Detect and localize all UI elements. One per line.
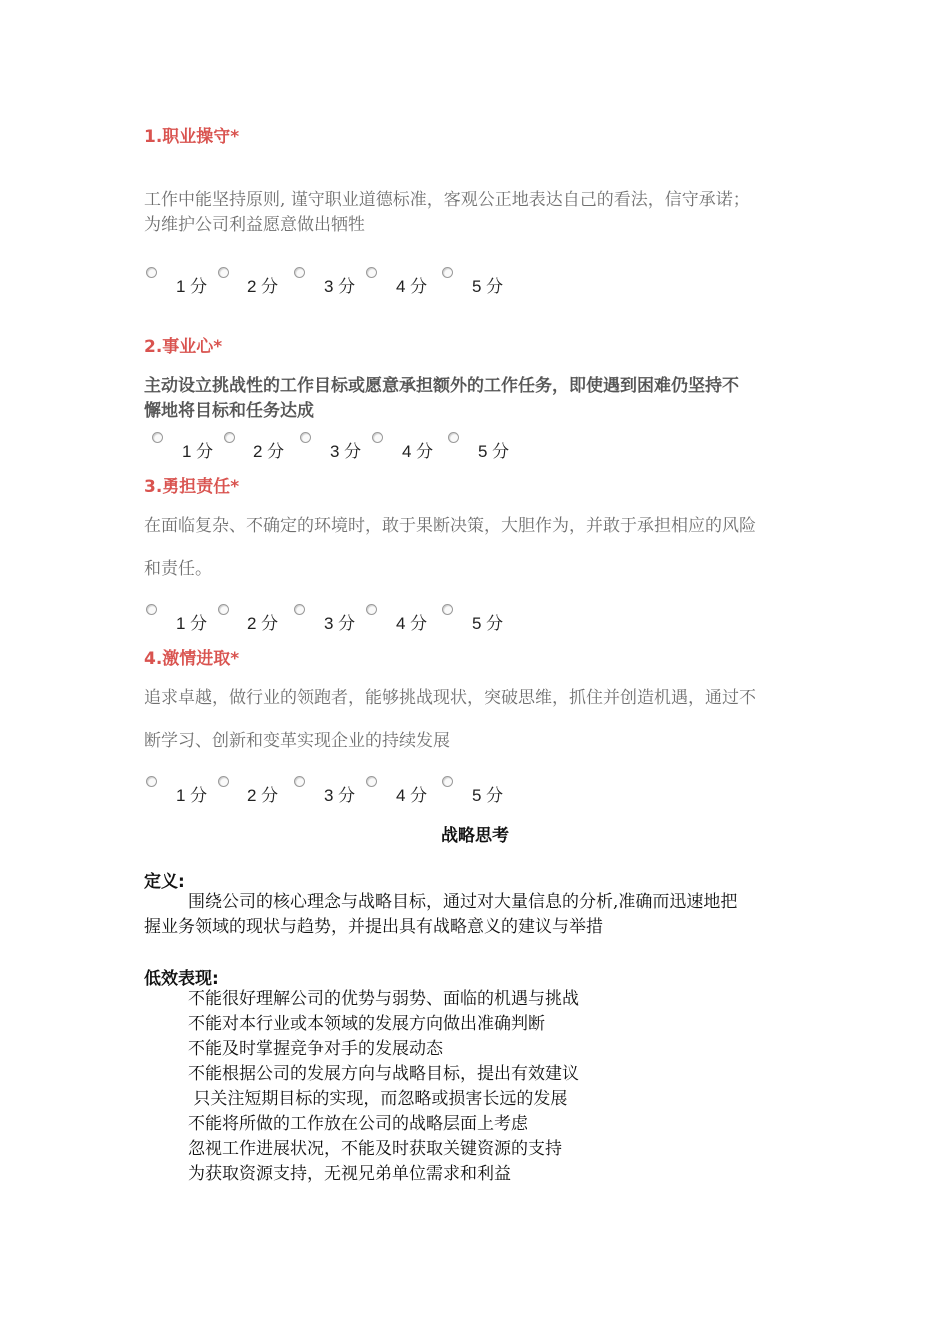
- radio-q3-4[interactable]: [366, 604, 377, 615]
- option-label: 2 分: [247, 277, 279, 296]
- low-performance-list: [188, 987, 828, 1187]
- list-item: 不能将所做的工作放在公司的战略层面上考虑: [188, 1114, 528, 1134]
- question-1-desc-line: 工作中能坚持原则, 谨守职业道德标准，客观公正地表达自己的看法，信守承诺；: [144, 190, 750, 210]
- question-4-options: [144, 773, 644, 803]
- question-4-description: [144, 687, 814, 752]
- radio-q1-4[interactable]: [366, 267, 377, 278]
- option-label: 4 分: [396, 786, 428, 805]
- option-label: 2 分: [247, 786, 279, 805]
- question-2-description: [144, 374, 814, 424]
- option-label: 5 分: [472, 786, 504, 805]
- option-label: 3 分: [330, 442, 362, 461]
- option-label: 2 分: [253, 442, 285, 461]
- list-item: 忽视工作进展状况，不能及时获取关键资源的支持: [188, 1139, 562, 1159]
- option-label: 5 分: [478, 442, 510, 461]
- radio-q2-5[interactable]: [448, 432, 459, 443]
- radio-q3-2[interactable]: [218, 604, 229, 615]
- question-4-desc-line: 断学习、创新和变革实现企业的持续发展: [144, 731, 450, 751]
- question-3-options: [144, 601, 644, 631]
- question-3-title: 3.勇担责任*: [144, 477, 240, 497]
- definition-label: 定义:: [144, 872, 185, 892]
- question-2-title: 2.事业心*: [144, 337, 223, 357]
- radio-q2-3[interactable]: [300, 432, 311, 443]
- list-item: 不能很好理解公司的优势与弱势、面临的机遇与挑战: [188, 989, 579, 1009]
- definition-line: 握业务领域的现状与趋势，并提出具有战略意义的建议与举措: [144, 917, 603, 937]
- section-title: 战略思考: [441, 826, 509, 846]
- question-1-title: 1.职业操守*: [144, 127, 240, 147]
- question-4-desc-line: 追求卓越，做行业的领跑者，能够挑战现状，突破思维，抓住并创造机遇，通过不: [144, 688, 756, 708]
- option-label: 1 分: [176, 786, 208, 805]
- option-label: 4 分: [396, 614, 428, 633]
- question-1-desc-line: 为维护公司利益愿意做出牺牲: [144, 215, 365, 235]
- definition-line: 围绕公司的核心理念与战略目标，通过对大量信息的分析,准确而迅速地把: [188, 892, 738, 912]
- radio-q2-4[interactable]: [372, 432, 383, 443]
- option-label: 4 分: [396, 277, 428, 296]
- option-label: 4 分: [402, 442, 434, 461]
- radio-q3-5[interactable]: [442, 604, 453, 615]
- option-label: 5 分: [472, 614, 504, 633]
- radio-q2-2[interactable]: [224, 432, 235, 443]
- option-label: 3 分: [324, 786, 356, 805]
- radio-q4-1[interactable]: [146, 776, 157, 787]
- option-label: 1 分: [176, 614, 208, 633]
- option-label: 1 分: [182, 442, 214, 461]
- radio-q2-1[interactable]: [152, 432, 163, 443]
- question-2-options: [150, 429, 650, 459]
- radio-q1-2[interactable]: [218, 267, 229, 278]
- option-label: 3 分: [324, 277, 356, 296]
- question-3-desc-line: 在面临复杂、不确定的环境时，敢于果断决策，大胆作为，并敢于承担相应的风险: [144, 516, 756, 536]
- radio-q4-5[interactable]: [442, 776, 453, 787]
- radio-q1-1[interactable]: [146, 267, 157, 278]
- question-4-title: 4.激情进取*: [144, 649, 240, 669]
- radio-q3-3[interactable]: [294, 604, 305, 615]
- radio-q4-4[interactable]: [366, 776, 377, 787]
- option-label: 1 分: [176, 277, 208, 296]
- question-2-desc-line: 主动设立挑战性的工作目标或愿意承担额外的工作任务，即使遇到困难仍坚持不: [144, 376, 739, 396]
- question-1-options: [144, 264, 644, 294]
- low-performance-label: 低效表现:: [144, 969, 219, 989]
- definition-text: [144, 890, 824, 940]
- list-item: 不能及时掌握竞争对手的发展动态: [188, 1039, 443, 1059]
- list-item: 不能对本行业或本领域的发展方向做出准确判断: [188, 1014, 545, 1034]
- option-label: 3 分: [324, 614, 356, 633]
- radio-q4-3[interactable]: [294, 776, 305, 787]
- option-label: 5 分: [472, 277, 504, 296]
- list-item: 只关注短期目标的实现，而忽略或损害长远的发展: [188, 1089, 568, 1109]
- list-item: 不能根据公司的发展方向与战略目标，提出有效建议: [188, 1064, 579, 1084]
- question-1-description: [144, 188, 814, 238]
- radio-q4-2[interactable]: [218, 776, 229, 787]
- radio-q1-3[interactable]: [294, 267, 305, 278]
- option-label: 2 分: [247, 614, 279, 633]
- question-2-desc-line: 懈地将目标和任务达成: [144, 401, 314, 421]
- question-3-desc-line: 和责任。: [144, 559, 212, 579]
- radio-q3-1[interactable]: [146, 604, 157, 615]
- question-3-description: [144, 515, 814, 580]
- radio-q1-5[interactable]: [442, 267, 453, 278]
- list-item: 为获取资源支持，无视兄弟单位需求和利益: [188, 1164, 511, 1184]
